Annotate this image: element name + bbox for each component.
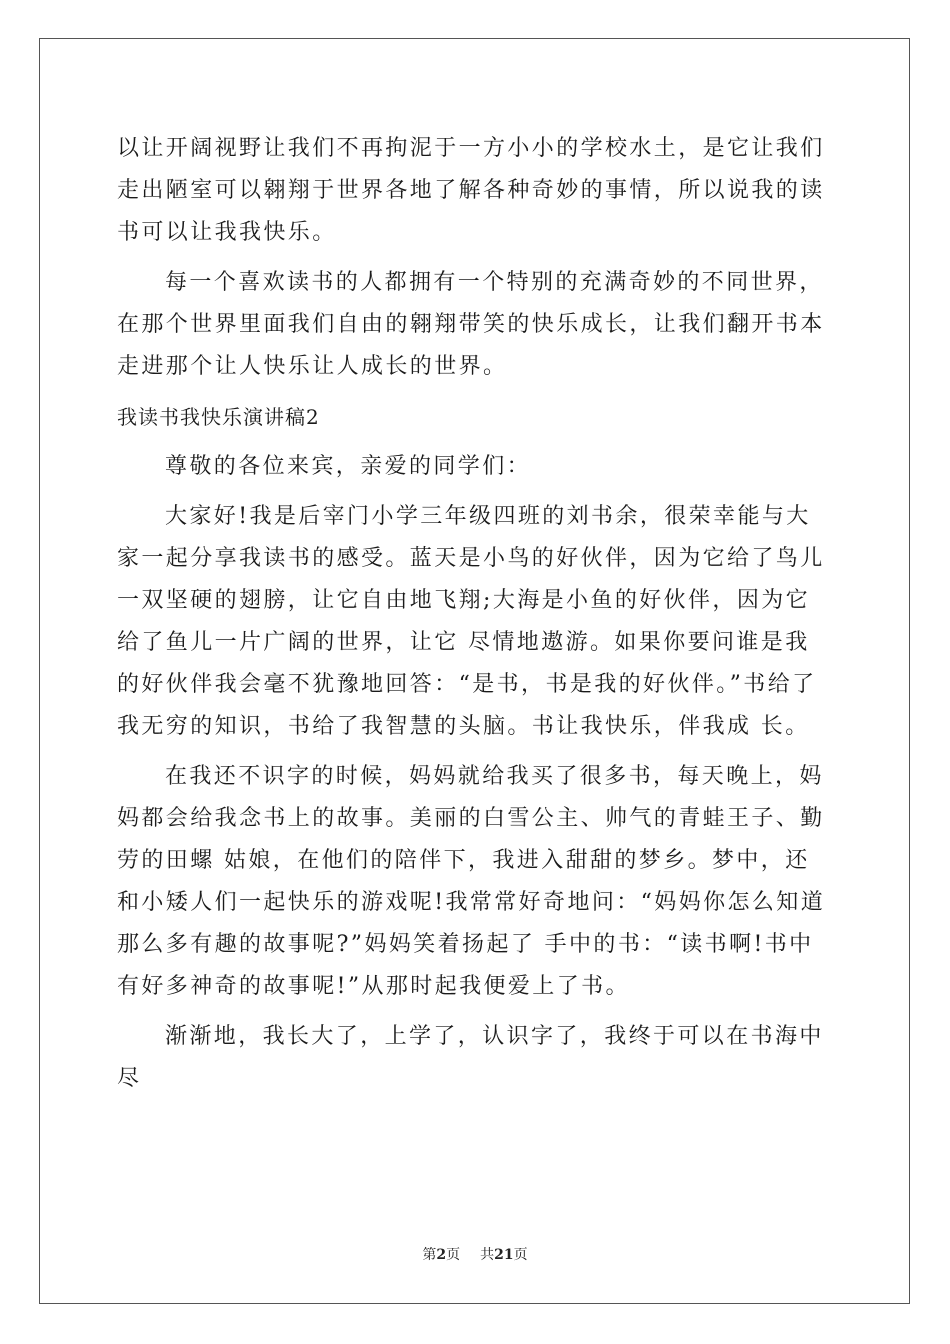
paragraph: 每一个喜欢读书的人都拥有一个特别的充满奇妙的不同世界，在那个世界里面我们自由的翱翔带笑的快乐成长，让我们翻开书本走进那个让人快乐让人成长的世界。 bbox=[117, 270, 825, 379]
paragraph: 大家好!我是后宰门小学三年级四班的刘书余，很荣幸能与大 家一起分享我读书的感受。蓝天是小鸟的好伙伴，因为它给了鸟儿一双坚硬的翅膀，让它自由地飞翔;大海是小鱼的好伙伴，因为它给了鱼儿一片广阔的世界，让它 尽情地遨游。如果你要问谁是我的好伙伴我会毫不犹豫地回答：“是书，书是我的好伙伴。”书给了我无穷的知识，书给了我智慧的头脑。书让我快乐，伴我成 长。 bbox=[117, 504, 825, 739]
paragraph: 以让开阔视野让我们不再拘泥于一方小小的学校水土，是它让我们走出陋室可以翱翔于世界各地了解各种奇妙的事情，所以说我的读书可以让我我快乐。 bbox=[117, 136, 825, 245]
page-number: 2 bbox=[436, 1247, 447, 1263]
paragraph: 在我还不识字的时候，妈妈就给我买了很多书，每天晚上，妈妈都会给我念书上的故事。美丽的白雪公主、帅气的青蛙王子、勤劳的田螺 姑娘，在他们的陪伴下，我进入甜甜的梦乡。梦中，还和小矮人们一起快乐的游戏呢!我常常好奇地问：“妈妈你怎么知道那么多有趣的故事呢?”妈妈笑着扬起了 手中的书：“读书啊!书中有好多神奇的故事呢!”从那时起我便爱上了书。 bbox=[117, 764, 826, 999]
page-footer bbox=[0, 1244, 950, 1264]
total-pages: 21 bbox=[494, 1247, 514, 1263]
page-prefix: 第 bbox=[422, 1247, 437, 1263]
paragraph: 渐渐地，我长大了，上学了，认识字了，我终于可以在书海中尽 bbox=[117, 1024, 824, 1091]
total-suffix: 页 bbox=[513, 1247, 528, 1263]
document-body bbox=[117, 128, 833, 1108]
total-prefix: 共 bbox=[480, 1247, 495, 1263]
salutation: 尊敬的各位来宾，亲爱的同学们： bbox=[165, 454, 532, 479]
page-suffix: 页 bbox=[446, 1247, 461, 1263]
section-heading: 我读书我快乐演讲稿2 bbox=[117, 405, 320, 429]
